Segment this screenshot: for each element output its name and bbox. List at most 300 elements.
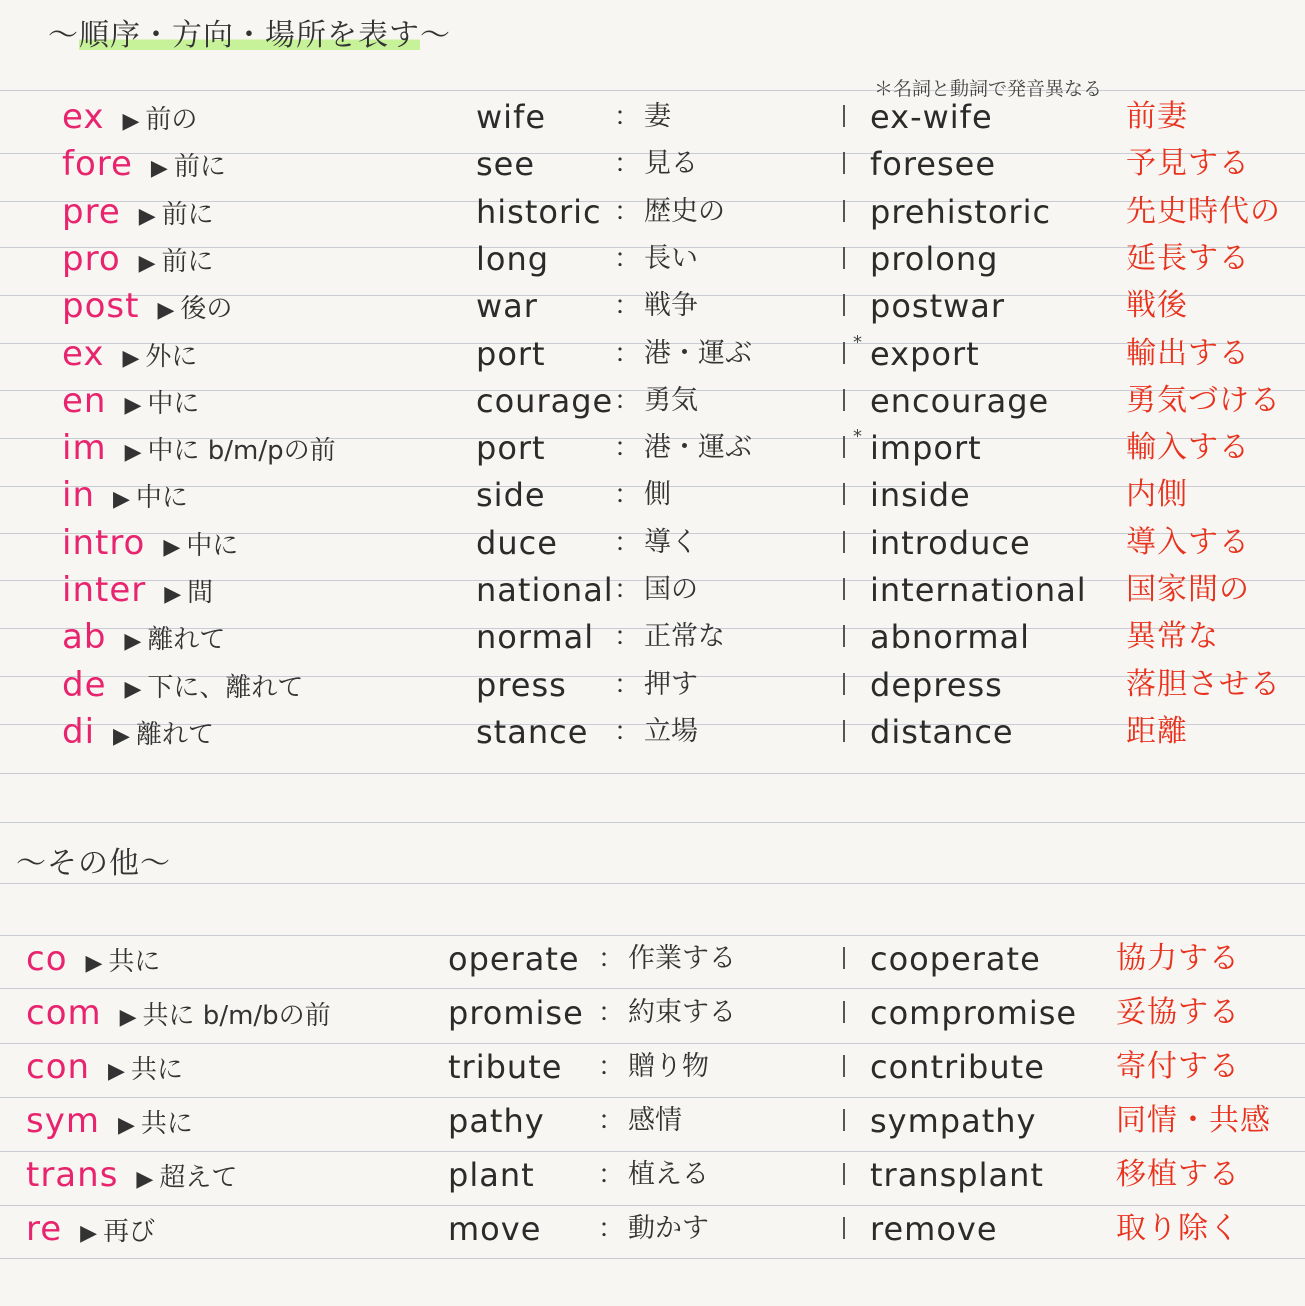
prefix-cell (62, 708, 214, 756)
japanese-meaning: 距離 (1126, 713, 1188, 749)
japanese-meaning: 内側 (1126, 477, 1188, 513)
colon-separator: ： (614, 196, 641, 227)
japanese-meaning-cell (1126, 424, 1250, 472)
triangle-arrow-icon: ▶ (138, 250, 156, 276)
root-meaning-cell (598, 1097, 682, 1145)
root-cell (476, 708, 588, 756)
combined-word-cell (870, 566, 1087, 614)
triangle-arrow-icon: ▶ (150, 156, 168, 182)
root-meaning-cell (614, 377, 698, 425)
prefix-meaning: 中に (147, 388, 200, 419)
pronunciation-star: * (853, 331, 862, 353)
root-meaning: 見る (644, 148, 699, 180)
column-divider (843, 436, 845, 458)
prefix: ex (62, 97, 105, 137)
prefix-cell (62, 471, 188, 519)
japanese-meaning: 輸出する (1126, 335, 1250, 371)
root-word: wife (476, 98, 547, 136)
column-divider (843, 720, 845, 742)
prefix-cell (26, 1151, 237, 1199)
triangle-arrow-icon: ▶ (124, 629, 142, 655)
prefix: ab (62, 617, 107, 658)
prefix-cell (62, 282, 232, 330)
combined-word-cell (870, 93, 993, 141)
ruled-line (0, 1258, 1305, 1259)
combined-word: export (870, 334, 980, 373)
root-meaning: 押す (644, 668, 699, 700)
prefix: trans (26, 1155, 119, 1195)
root-meaning-cell (614, 93, 671, 141)
japanese-meaning-cell (1116, 1151, 1240, 1199)
combined-word: prehistoric (870, 192, 1052, 231)
japanese-meaning-cell (1116, 989, 1240, 1037)
combined-word: contribute (870, 1048, 1045, 1086)
triangle-arrow-icon: ▶ (117, 1113, 135, 1138)
word-row (0, 282, 1305, 330)
root-meaning: 植える (628, 1159, 710, 1190)
japanese-meaning-cell (1126, 661, 1281, 709)
combined-word: ex-wife (870, 98, 993, 136)
word-row (0, 708, 1305, 756)
colon-separator: ： (614, 527, 641, 558)
word-row (0, 471, 1305, 519)
combined-word-cell (870, 1151, 1044, 1199)
combined-word: introduce (870, 523, 1031, 562)
triangle-arrow-icon: ▶ (122, 109, 140, 134)
root-cell (476, 140, 535, 188)
ruled-line (0, 90, 1305, 91)
prefix-cell (62, 188, 214, 236)
column-divider (843, 1001, 845, 1023)
section-title-order-direction-place (48, 10, 451, 54)
ruled-line (0, 822, 1305, 823)
japanese-meaning: 同情・共感 (1116, 1103, 1271, 1138)
column-divider (843, 531, 845, 553)
japanese-meaning-cell (1126, 93, 1188, 141)
root-word: historic (476, 192, 602, 231)
root-word: move (448, 1210, 542, 1248)
root-meaning-cell (614, 424, 752, 472)
word-row (0, 140, 1305, 188)
title-tilde-left: 〜 (48, 18, 79, 53)
japanese-meaning: 異常な (1126, 619, 1219, 655)
prefix: inter (62, 570, 147, 610)
triangle-arrow-icon: ▶ (164, 582, 182, 607)
combined-word: prolong (870, 239, 999, 278)
combined-word-cell (870, 330, 980, 378)
root-word: plant (448, 1156, 535, 1194)
prefix-meaning: 離れて (135, 719, 214, 750)
root-meaning: 贈り物 (628, 1051, 710, 1082)
combined-word: encourage (870, 381, 1050, 420)
triangle-arrow-icon: ▶ (113, 487, 130, 513)
prefix-cell (26, 1205, 155, 1253)
combined-word: foresee (870, 145, 997, 184)
word-row (0, 935, 1305, 983)
column-divider (843, 342, 845, 364)
prefix-cell (62, 93, 197, 141)
combined-word-cell (870, 188, 1051, 236)
root-word: operate (448, 940, 580, 978)
prefix-meaning: 中に (186, 530, 239, 561)
root-meaning-cell (614, 661, 698, 709)
prefix: con (26, 1047, 91, 1087)
combined-word: import (870, 429, 982, 468)
root-word: normal (476, 618, 595, 657)
word-row (0, 235, 1305, 283)
prefix-meaning: 外に (145, 341, 198, 372)
combined-word: compromise (870, 994, 1078, 1032)
word-row (0, 519, 1305, 567)
root-word: courage (476, 381, 614, 420)
root-meaning-cell (614, 708, 698, 756)
triangle-arrow-icon: ▶ (136, 1167, 154, 1192)
column-divider (843, 947, 845, 969)
japanese-meaning: 戦後 (1126, 288, 1188, 324)
root-cell (448, 1097, 545, 1145)
root-word: port (476, 429, 546, 468)
column-divider (843, 578, 845, 600)
root-word: long (476, 239, 550, 278)
root-meaning-cell (614, 613, 725, 661)
root-cell (476, 93, 546, 141)
prefix: pro (62, 238, 121, 279)
root-word: war (476, 287, 538, 326)
combined-word-cell (870, 661, 1003, 709)
colon-separator: ： (598, 1160, 625, 1190)
root-meaning-cell (614, 471, 671, 519)
combined-word: depress (870, 665, 1003, 704)
column-divider (843, 1217, 845, 1239)
combined-word-cell (870, 519, 1031, 567)
prefix: re (26, 1209, 63, 1249)
prefix: di (62, 711, 96, 752)
root-meaning: 正常な (644, 621, 726, 653)
prefix: sym (26, 1101, 100, 1141)
combined-word-cell (870, 471, 971, 519)
japanese-meaning-cell (1126, 235, 1250, 283)
prefix-meaning: 中に (135, 483, 188, 514)
prefix-cell (62, 330, 197, 378)
word-row (0, 1097, 1305, 1145)
prefix-cell (62, 235, 214, 283)
root-cell (476, 330, 546, 378)
japanese-meaning-cell (1126, 377, 1281, 425)
combined-word-cell (870, 424, 982, 472)
japanese-meaning: 勇気づける (1126, 382, 1281, 418)
prefix-meaning: 離れて (147, 625, 226, 656)
root-meaning: 戦争 (644, 290, 699, 322)
japanese-meaning-cell (1126, 282, 1188, 330)
pronunciation-note: ＊名詞と動詞で発音異なる (874, 78, 1103, 100)
prefix-cell (62, 661, 303, 709)
colon-separator: ： (614, 716, 641, 747)
prefix: de (62, 664, 107, 705)
japanese-meaning: 国家間の (1126, 572, 1250, 607)
root-meaning-cell (614, 235, 698, 283)
prefix-cell (62, 140, 226, 188)
combined-word: inside (870, 476, 971, 515)
root-meaning: 導く (644, 526, 699, 558)
colon-separator: ： (614, 149, 641, 180)
triangle-arrow-icon: ▶ (122, 345, 140, 371)
triangle-arrow-icon: ▶ (113, 723, 130, 749)
colon-separator: ： (614, 622, 641, 653)
root-word: press (476, 665, 567, 704)
column-divider (843, 152, 845, 174)
root-cell (448, 935, 580, 983)
prefix-cell (62, 566, 213, 614)
prefix-meaning: 前に (161, 246, 214, 277)
japanese-meaning-cell (1126, 613, 1219, 661)
japanese-meaning: 協力する (1116, 941, 1240, 976)
column-divider (843, 200, 845, 222)
combined-word: remove (870, 1210, 998, 1248)
triangle-arrow-icon: ▶ (124, 392, 142, 418)
colon-separator: ： (614, 291, 641, 322)
triangle-arrow-icon: ▶ (119, 1005, 137, 1030)
prefix-meaning: 共に (108, 947, 161, 977)
word-row (0, 93, 1305, 141)
prefix-meaning: 間 (187, 578, 214, 608)
japanese-meaning: 移植する (1116, 1157, 1240, 1192)
root-cell (448, 989, 584, 1037)
prefix-cell (62, 519, 238, 567)
prefix-cell (62, 613, 225, 661)
prefix-cell (26, 989, 331, 1037)
root-meaning: 動かす (628, 1213, 710, 1244)
triangle-arrow-icon: ▶ (124, 440, 142, 466)
prefix: ex (62, 333, 105, 374)
colon-separator: ： (614, 480, 641, 511)
colon-separator: ： (614, 575, 641, 605)
word-row (0, 613, 1305, 661)
colon-separator: ： (598, 1214, 625, 1244)
word-row (0, 1205, 1305, 1253)
root-cell (476, 235, 549, 283)
japanese-meaning: 取り除く (1116, 1211, 1240, 1246)
japanese-meaning: 先史時代の (1126, 193, 1281, 229)
section-title-others: 〜その他〜 (16, 846, 171, 881)
japanese-meaning: 落胆させる (1126, 666, 1281, 702)
root-meaning-cell (598, 935, 736, 983)
colon-separator: ： (614, 102, 641, 132)
root-cell (476, 188, 602, 236)
root-word: see (476, 145, 536, 184)
prefix: com (26, 993, 102, 1033)
root-meaning: 約束する (628, 997, 737, 1028)
word-row (0, 1043, 1305, 1091)
combined-word: cooperate (870, 940, 1041, 978)
combined-word-cell (870, 377, 1049, 425)
colon-separator: ： (598, 998, 625, 1028)
japanese-meaning-cell (1126, 708, 1188, 756)
prefix-meaning: 共に (130, 1055, 183, 1085)
combined-word-cell (870, 989, 1077, 1037)
root-meaning-cell (598, 1205, 709, 1253)
colon-separator: ： (598, 1052, 625, 1082)
prefix-cell (26, 1097, 193, 1145)
root-word: port (476, 334, 546, 373)
column-divider (843, 247, 845, 269)
root-cell (448, 1043, 562, 1091)
root-word: pathy (448, 1102, 545, 1140)
colon-separator: ： (598, 1106, 625, 1136)
combined-word-cell (870, 1205, 998, 1253)
prefix-meaning: 共に b/m/bの前 (142, 1001, 331, 1031)
column-divider (843, 389, 845, 411)
prefix: im (62, 428, 107, 469)
colon-separator: ： (614, 385, 641, 416)
root-meaning: 長い (644, 242, 699, 274)
japanese-meaning-cell (1126, 188, 1281, 236)
root-meaning-cell (614, 519, 698, 567)
prefix-meaning: 再び (103, 1217, 156, 1247)
prefix-meaning: 前に (173, 152, 226, 183)
word-row (0, 566, 1305, 614)
column-divider (843, 673, 845, 695)
colon-separator: ： (614, 669, 641, 700)
japanese-meaning: 妥協する (1116, 995, 1240, 1030)
root-meaning-cell (614, 282, 698, 330)
japanese-meaning-cell (1126, 471, 1188, 519)
root-word: duce (476, 523, 558, 562)
triangle-arrow-icon: ▶ (108, 1059, 125, 1084)
japanese-meaning-cell (1126, 566, 1250, 614)
japanese-meaning-cell (1116, 1043, 1240, 1091)
root-meaning: 立場 (644, 715, 699, 747)
title-highlighted: 順序・方向・場所を表す (79, 18, 420, 53)
prefix-meaning: 中に b/m/pの前 (147, 436, 336, 467)
root-meaning-cell (614, 566, 698, 614)
triangle-arrow-icon: ▶ (85, 951, 103, 976)
root-cell (448, 1151, 535, 1199)
root-meaning-cell (614, 188, 725, 236)
triangle-arrow-icon: ▶ (163, 534, 181, 560)
word-row (0, 1151, 1305, 1199)
word-row (0, 188, 1305, 236)
root-meaning: 勇気 (644, 384, 699, 416)
combined-word-cell (870, 1097, 1036, 1145)
word-row (0, 330, 1305, 378)
root-cell (476, 282, 538, 330)
prefix-cell (62, 377, 199, 425)
triangle-arrow-icon: ▶ (138, 203, 156, 229)
combined-word: transplant (870, 1156, 1044, 1194)
japanese-meaning: 輸入する (1126, 430, 1250, 466)
prefix: in (62, 475, 95, 516)
root-meaning: 感情 (628, 1105, 683, 1136)
japanese-meaning-cell (1126, 330, 1250, 378)
japanese-meaning: 前妻 (1126, 99, 1188, 134)
prefix: fore (62, 144, 133, 185)
root-word: national (476, 571, 614, 609)
root-cell (476, 424, 546, 472)
triangle-arrow-icon: ▶ (124, 676, 142, 702)
combined-word-cell (870, 935, 1041, 983)
root-cell (476, 661, 567, 709)
combined-word: sympathy (870, 1102, 1037, 1140)
japanese-meaning-cell (1126, 140, 1250, 188)
column-divider (843, 625, 845, 647)
word-row (0, 377, 1305, 425)
root-meaning: 作業する (628, 943, 737, 974)
combined-word-cell (870, 140, 996, 188)
root-word: stance (476, 712, 589, 751)
combined-word-cell (870, 282, 1005, 330)
combined-word-cell (870, 1043, 1045, 1091)
column-divider (843, 105, 845, 127)
colon-separator: ： (614, 243, 641, 274)
title-tilde-right: 〜 (420, 18, 451, 53)
prefix: post (62, 286, 140, 327)
japanese-meaning: 寄付する (1116, 1049, 1240, 1084)
prefix-meaning: 下に、離れて (147, 672, 304, 703)
prefix: intro (62, 522, 146, 563)
prefix-meaning: 超えて (159, 1163, 238, 1193)
root-meaning-cell (598, 989, 736, 1037)
combined-word: postwar (870, 287, 1006, 326)
japanese-meaning-cell (1126, 519, 1250, 567)
word-row (0, 661, 1305, 709)
colon-separator: ： (614, 338, 641, 369)
prefix: co (26, 939, 68, 979)
combined-word-cell (870, 708, 1014, 756)
ruled-line (0, 883, 1305, 884)
triangle-arrow-icon: ▶ (80, 1221, 98, 1246)
colon-separator: ： (614, 433, 641, 464)
root-meaning: 国の (644, 574, 699, 605)
column-divider (843, 483, 845, 505)
triangle-arrow-icon: ▶ (157, 298, 175, 324)
root-meaning-cell (598, 1151, 709, 1199)
prefix-meaning: 前に (161, 199, 214, 230)
prefix-cell (26, 1043, 183, 1091)
japanese-meaning: 導入する (1126, 524, 1250, 560)
root-meaning: 港・運ぶ (644, 432, 753, 464)
root-meaning: 側 (644, 479, 672, 511)
root-meaning-cell (614, 140, 698, 188)
root-meaning-cell (614, 330, 752, 378)
column-divider (843, 1163, 845, 1185)
prefix-cell (26, 935, 160, 983)
combined-word-cell (870, 235, 998, 283)
root-meaning: 港・運ぶ (644, 337, 753, 369)
japanese-meaning-cell (1116, 1205, 1240, 1253)
root-cell (448, 1205, 541, 1253)
root-word: side (476, 476, 546, 515)
root-word: tribute (448, 1048, 563, 1086)
prefix-meaning: 共に (140, 1109, 193, 1139)
column-divider (843, 1109, 845, 1131)
root-word: promise (448, 994, 584, 1032)
prefix-cell (62, 424, 336, 472)
japanese-meaning-cell (1116, 935, 1240, 983)
pronunciation-star: * (853, 426, 862, 448)
prefix-meaning: 前の (145, 105, 198, 135)
combined-word: abnormal (870, 618, 1031, 657)
combined-word: distance (870, 712, 1014, 751)
column-divider (843, 1055, 845, 1077)
japanese-meaning: 延長する (1126, 240, 1250, 276)
prefix: pre (62, 191, 121, 232)
root-meaning: 歴史の (644, 195, 726, 227)
prefix-meaning: 後の (180, 294, 233, 325)
word-row (0, 989, 1305, 1037)
root-cell (476, 471, 546, 519)
japanese-meaning-cell (1116, 1097, 1271, 1145)
japanese-meaning: 予見する (1126, 146, 1250, 182)
